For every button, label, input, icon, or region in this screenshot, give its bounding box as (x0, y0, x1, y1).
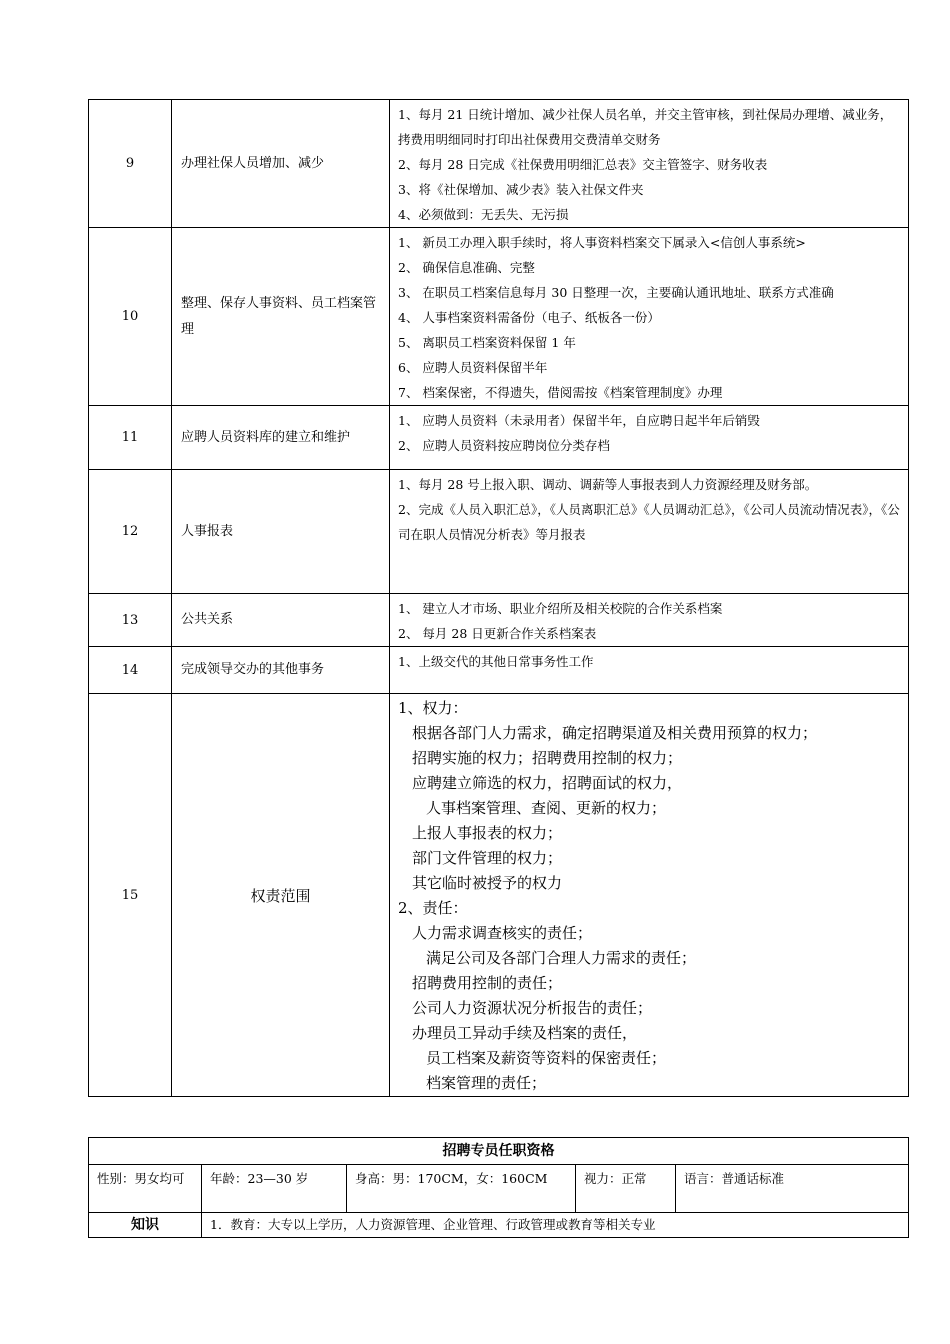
desc-line: 4、 人事档案资料需备份（电子、纸板各一份） (398, 310, 660, 325)
responsibility-item: 满足公司及各部门合理人力需求的责任； (426, 949, 697, 967)
desc-line: 3、 在职员工档案信息每月 30 日整理一次，主要确认通讯地址、联系方式准确 (398, 285, 834, 300)
table-row (89, 228, 909, 406)
table-row (89, 1138, 909, 1165)
table-row (89, 100, 909, 228)
duty-description (390, 594, 909, 647)
row-number: 15 (89, 694, 172, 1097)
duty-description (390, 694, 909, 1097)
duty-name: 应聘人员资料库的建立和维护 (172, 406, 390, 470)
table-row (89, 1165, 909, 1213)
row-number: 10 (89, 228, 172, 406)
duty-name: 人事报表 (172, 470, 390, 594)
vision-cell: 视力：正常 (576, 1165, 676, 1213)
power-item: 招聘实施的权力；招聘费用控制的权力； (412, 749, 683, 767)
duties-table (88, 99, 909, 1097)
gender-cell: 性别：男女均可 (89, 1165, 202, 1213)
desc-line: 2、每月 28 日完成《社保费用明细汇总表》交主管签字、财务收表 (398, 157, 768, 172)
table-row (89, 470, 909, 594)
table-row (89, 594, 909, 647)
desc-line: 2、 每月 28 日更新合作关系档案表 (398, 626, 597, 641)
desc-line: 7、 档案保密，不得遗失，借阅需按《档案管理制度》办理 (398, 385, 723, 400)
duty-description (390, 228, 909, 406)
desc-line: 1、 新员工办理入职手续时，将人事资料档案交下属录入<信创人事系统> (398, 235, 806, 250)
table-row (89, 647, 909, 694)
duty-description (390, 470, 909, 594)
duty-description (390, 647, 909, 694)
duty-description (390, 100, 909, 228)
power-item: 上报人事报表的权力； (412, 824, 563, 842)
duty-name: 公共关系 (172, 594, 390, 647)
responsibility-item: 员工档案及薪资等资料的保密责任； (426, 1049, 667, 1067)
responsibility-item: 公司人力资源状况分析报告的责任； (412, 999, 653, 1017)
duty-name: 权责范围 (172, 694, 390, 1097)
desc-line: 3、将《社保增加、减少表》装入社保文件夹 (398, 182, 644, 197)
knowledge-label: 知识 (89, 1213, 202, 1238)
qualifications-table (88, 1137, 909, 1238)
desc-line: 4、必须做到：无丢失、无污损 (398, 207, 569, 222)
powers-title: 1、权力： (398, 699, 468, 717)
table-row (89, 406, 909, 470)
desc-line: 2、 应聘人员资料按应聘岗位分类存档 (398, 438, 610, 453)
responsibility-item: 人力需求调查核实的责任； (412, 924, 593, 942)
age-cell: 年龄：23—30 岁 (202, 1165, 347, 1213)
table-row (89, 694, 909, 1097)
desc-line: 6、 应聘人员资料保留半年 (398, 360, 548, 375)
knowledge-item: 1．教育：大专以上学历，人力资源管理、企业管理、行政管理或教育等相关专业 (202, 1213, 909, 1238)
desc-line: 1、每月 21 日统计增加、减少社保人员名单，并交主管审核，到社保局办理增、减业务，拷费用明细同时打印出社保费用交费清单交财务 (398, 107, 893, 147)
responsibility-item: 招聘费用控制的责任； (412, 974, 563, 992)
power-item: 其它临时被授予的权力 (412, 874, 563, 892)
row-number: 9 (89, 100, 172, 228)
qualifications-title: 招聘专员任职资格 (89, 1138, 909, 1165)
responsibility-item: 办理员工异动手续及档案的责任， (412, 1024, 638, 1042)
duty-name: 完成领导交办的其他事务 (172, 647, 390, 694)
desc-line: 2、完成《人员入职汇总》，《人员离职汇总》《人员调动汇总》，《公司人员流动情况表》，《公司在职人员情况分析表》等月报表 (398, 502, 900, 542)
desc-line: 2、 确保信息准确、完整 (398, 260, 535, 275)
row-number: 12 (89, 470, 172, 594)
duty-name: 整理、保存人事资料、员工档案管理 (172, 228, 390, 406)
power-item: 部门文件管理的权力； (412, 849, 563, 867)
desc-line: 1、 建立人才市场、职业介绍所及相关校院的合作关系档案 (398, 601, 723, 616)
desc-line: 1、上级交代的其他日常事务性工作 (398, 654, 594, 669)
desc-line: 1、 应聘人员资料（未录用者）保留半年，自应聘日起半年后销毁 (398, 413, 760, 428)
duty-name: 办理社保人员增加、减少 (172, 100, 390, 228)
desc-line: 5、 离职员工档案资料保留 1 年 (398, 335, 576, 350)
height-cell: 身高：男：170CM，女：160CM (347, 1165, 576, 1213)
row-number: 14 (89, 647, 172, 694)
row-number: 13 (89, 594, 172, 647)
power-item: 应聘建立筛选的权力，招聘面试的权力， (412, 774, 683, 792)
row-number: 11 (89, 406, 172, 470)
desc-line: 1、每月 28 号上报入职、调动、调薪等人事报表到人力资源经理及财务部。 (398, 477, 818, 492)
table-row (89, 1213, 909, 1238)
language-cell: 语言：普通话标准 (676, 1165, 909, 1213)
power-item: 根据各部门人力需求，确定招聘渠道及相关费用预算的权力； (412, 724, 818, 742)
duty-description (390, 406, 909, 470)
power-item: 人事档案管理、查阅、更新的权力； (426, 799, 667, 817)
responsibility-item: 档案管理的责任； (426, 1074, 547, 1092)
responsibilities-title: 2、责任： (398, 899, 468, 917)
